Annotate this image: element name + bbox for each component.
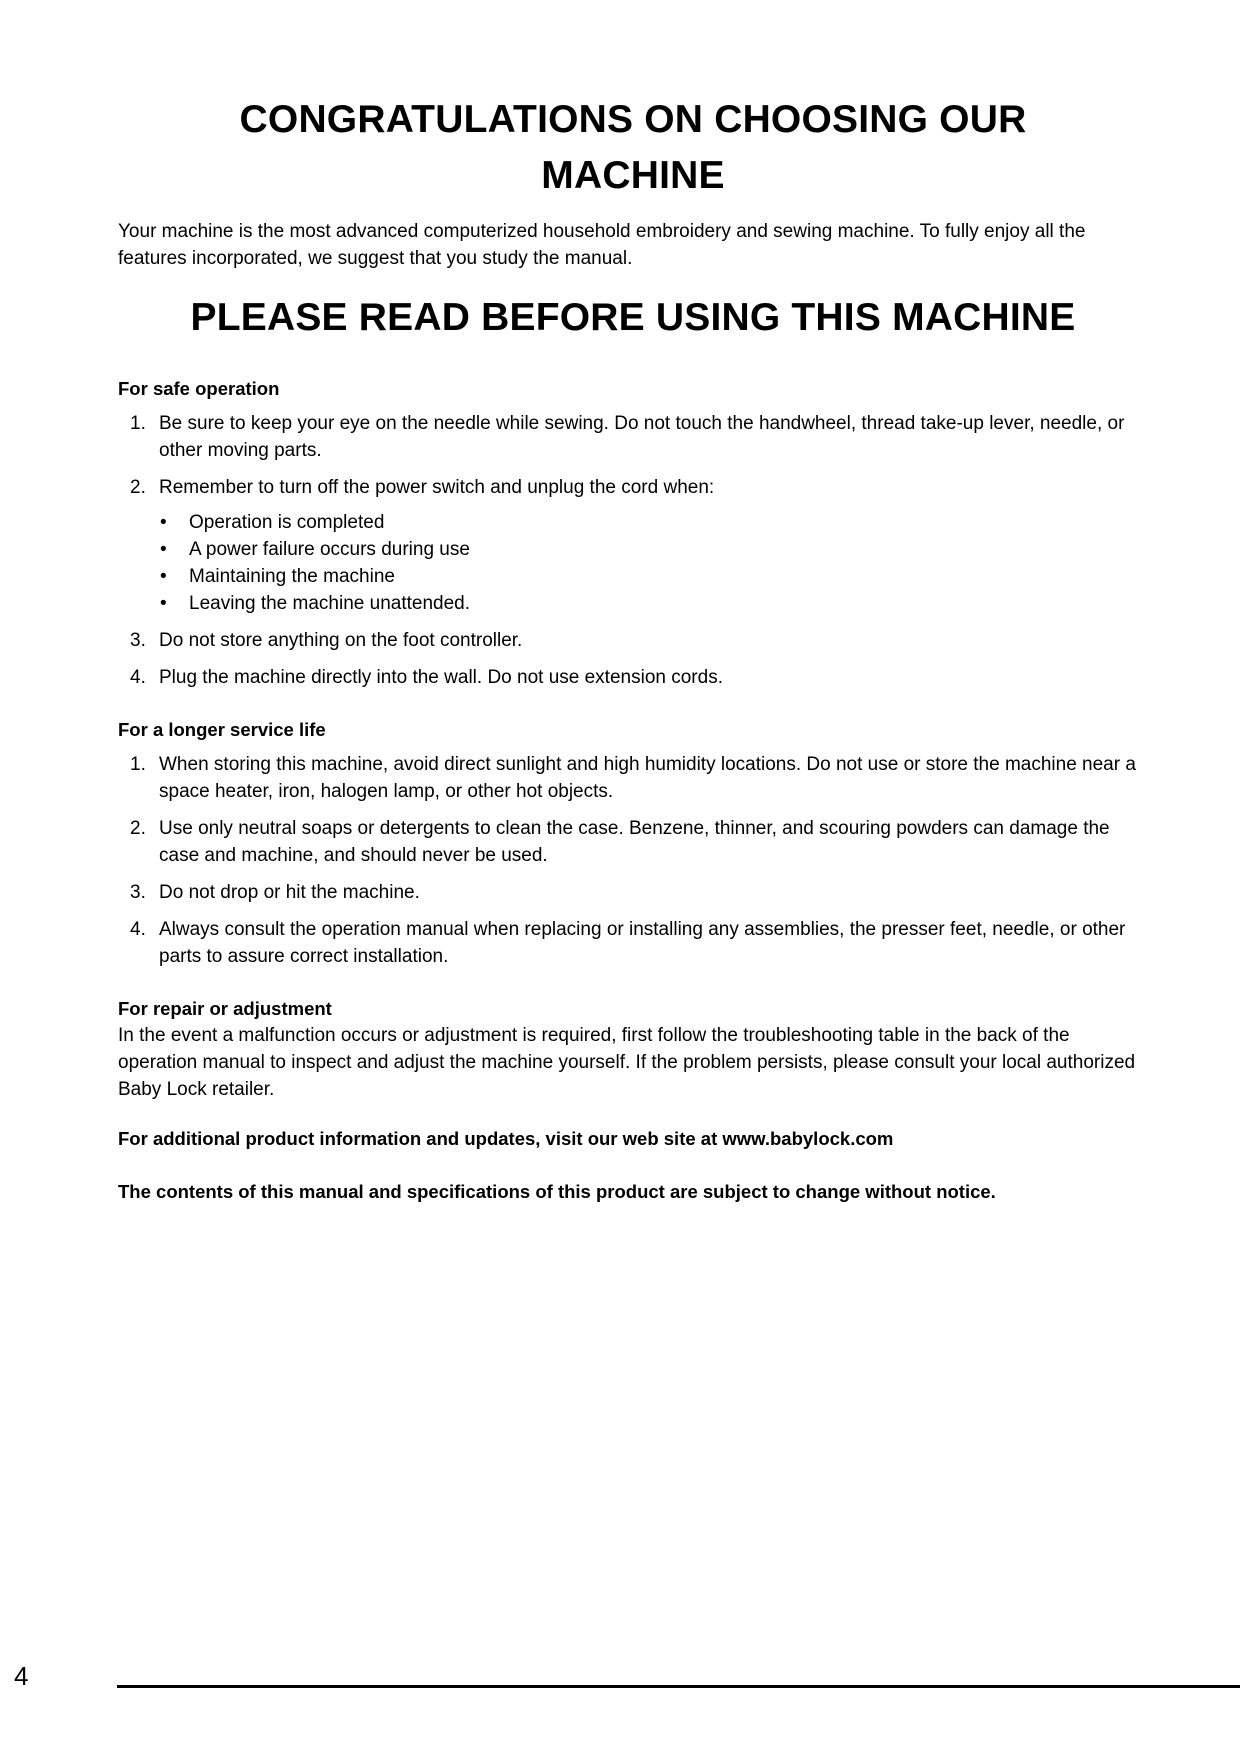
unplug-conditions-list [159, 509, 1148, 617]
bullet-icon: • [160, 566, 167, 587]
list-item [118, 879, 1148, 906]
intro-paragraph: Your machine is the most advanced computerized household embroidery and sewing machine. To fully enjoy all the features incorporated, we suggest that you study the manual. [118, 221, 1086, 269]
bullet-item [159, 536, 1148, 563]
bullet-text: A power failure occurs during use [189, 539, 470, 560]
longer-life-list [118, 751, 1148, 970]
list-number: 2. [130, 818, 146, 839]
list-item [118, 664, 1148, 691]
change-notice-text: The contents of this manual and specifications of this product are subject to change without notice. [118, 1181, 996, 1202]
list-item-text: Remember to turn off the power switch and unplug the cord when: [159, 477, 715, 498]
bullet-item [159, 509, 1148, 536]
list-number: 4. [130, 667, 146, 688]
bullet-item [159, 590, 1148, 617]
page-title: CONGRATULATIONS ON CHOOSING OUR MACHINE [239, 98, 1027, 197]
bullet-text: Leaving the machine unattended. [189, 593, 470, 614]
bullet-text: Maintaining the machine [189, 566, 395, 587]
page-number: 4 [14, 1661, 29, 1691]
bullet-item [159, 563, 1148, 590]
longer-life-heading: For a longer service life [118, 719, 326, 740]
list-item [118, 751, 1148, 805]
list-item-text: Use only neutral soaps or detergents to clean the case. Benzene, thinner, and scouring powders can damage the case and machine, and should never be used. [159, 818, 1110, 866]
footer-divider [117, 1685, 1240, 1688]
repair-paragraph: In the event a malfunction occurs or adjustment is required, first follow the troubleshooting table in the back of the operation manual to inspect and adjust the machine yourself. If the problem persists, please consult your local authorized Baby Lock retailer. [118, 1025, 1136, 1100]
list-number: 3. [130, 882, 146, 903]
bullet-text: Operation is completed [189, 512, 385, 533]
safe-operation-list [118, 410, 1148, 691]
list-item [118, 627, 1148, 654]
list-number: 1. [130, 413, 146, 434]
list-item [118, 474, 1148, 617]
list-number: 1. [130, 754, 146, 775]
list-item-text: Plug the machine directly into the wall. Do not use extension cords. [159, 667, 723, 688]
list-item-text: Do not drop or hit the machine. [159, 882, 420, 903]
list-number: 4. [130, 919, 146, 940]
list-item [118, 815, 1148, 869]
safe-operation-heading: For safe operation [118, 378, 280, 399]
list-item [118, 916, 1148, 970]
section-title-please-read: PLEASE READ BEFORE USING THIS MACHINE [190, 296, 1076, 339]
list-item-text: Always consult the operation manual when replacing or installing any assemblies, the presser feet, needle, or other parts to assure correct installation. [159, 919, 1126, 967]
list-item-text: Do not store anything on the foot controller. [159, 630, 523, 651]
bullet-icon: • [160, 539, 167, 560]
bullet-icon: • [160, 593, 167, 614]
list-item [118, 410, 1148, 464]
additional-info-text: For additional product information and updates, visit our web site at www.babylock.com [118, 1128, 894, 1149]
list-number: 3. [130, 630, 146, 651]
repair-heading: For repair or adjustment [118, 998, 332, 1019]
list-number: 2. [130, 477, 146, 498]
bullet-icon: • [160, 512, 167, 533]
list-item-text: Be sure to keep your eye on the needle while sewing. Do not touch the handwheel, thread take-up lever, needle, or other moving parts. [159, 413, 1125, 461]
page-content [118, 92, 1148, 1205]
list-item-text: When storing this machine, avoid direct sunlight and high humidity locations. Do not use or store the machine near a space heater, iron, halogen lamp, or other hot objects. [159, 754, 1136, 802]
